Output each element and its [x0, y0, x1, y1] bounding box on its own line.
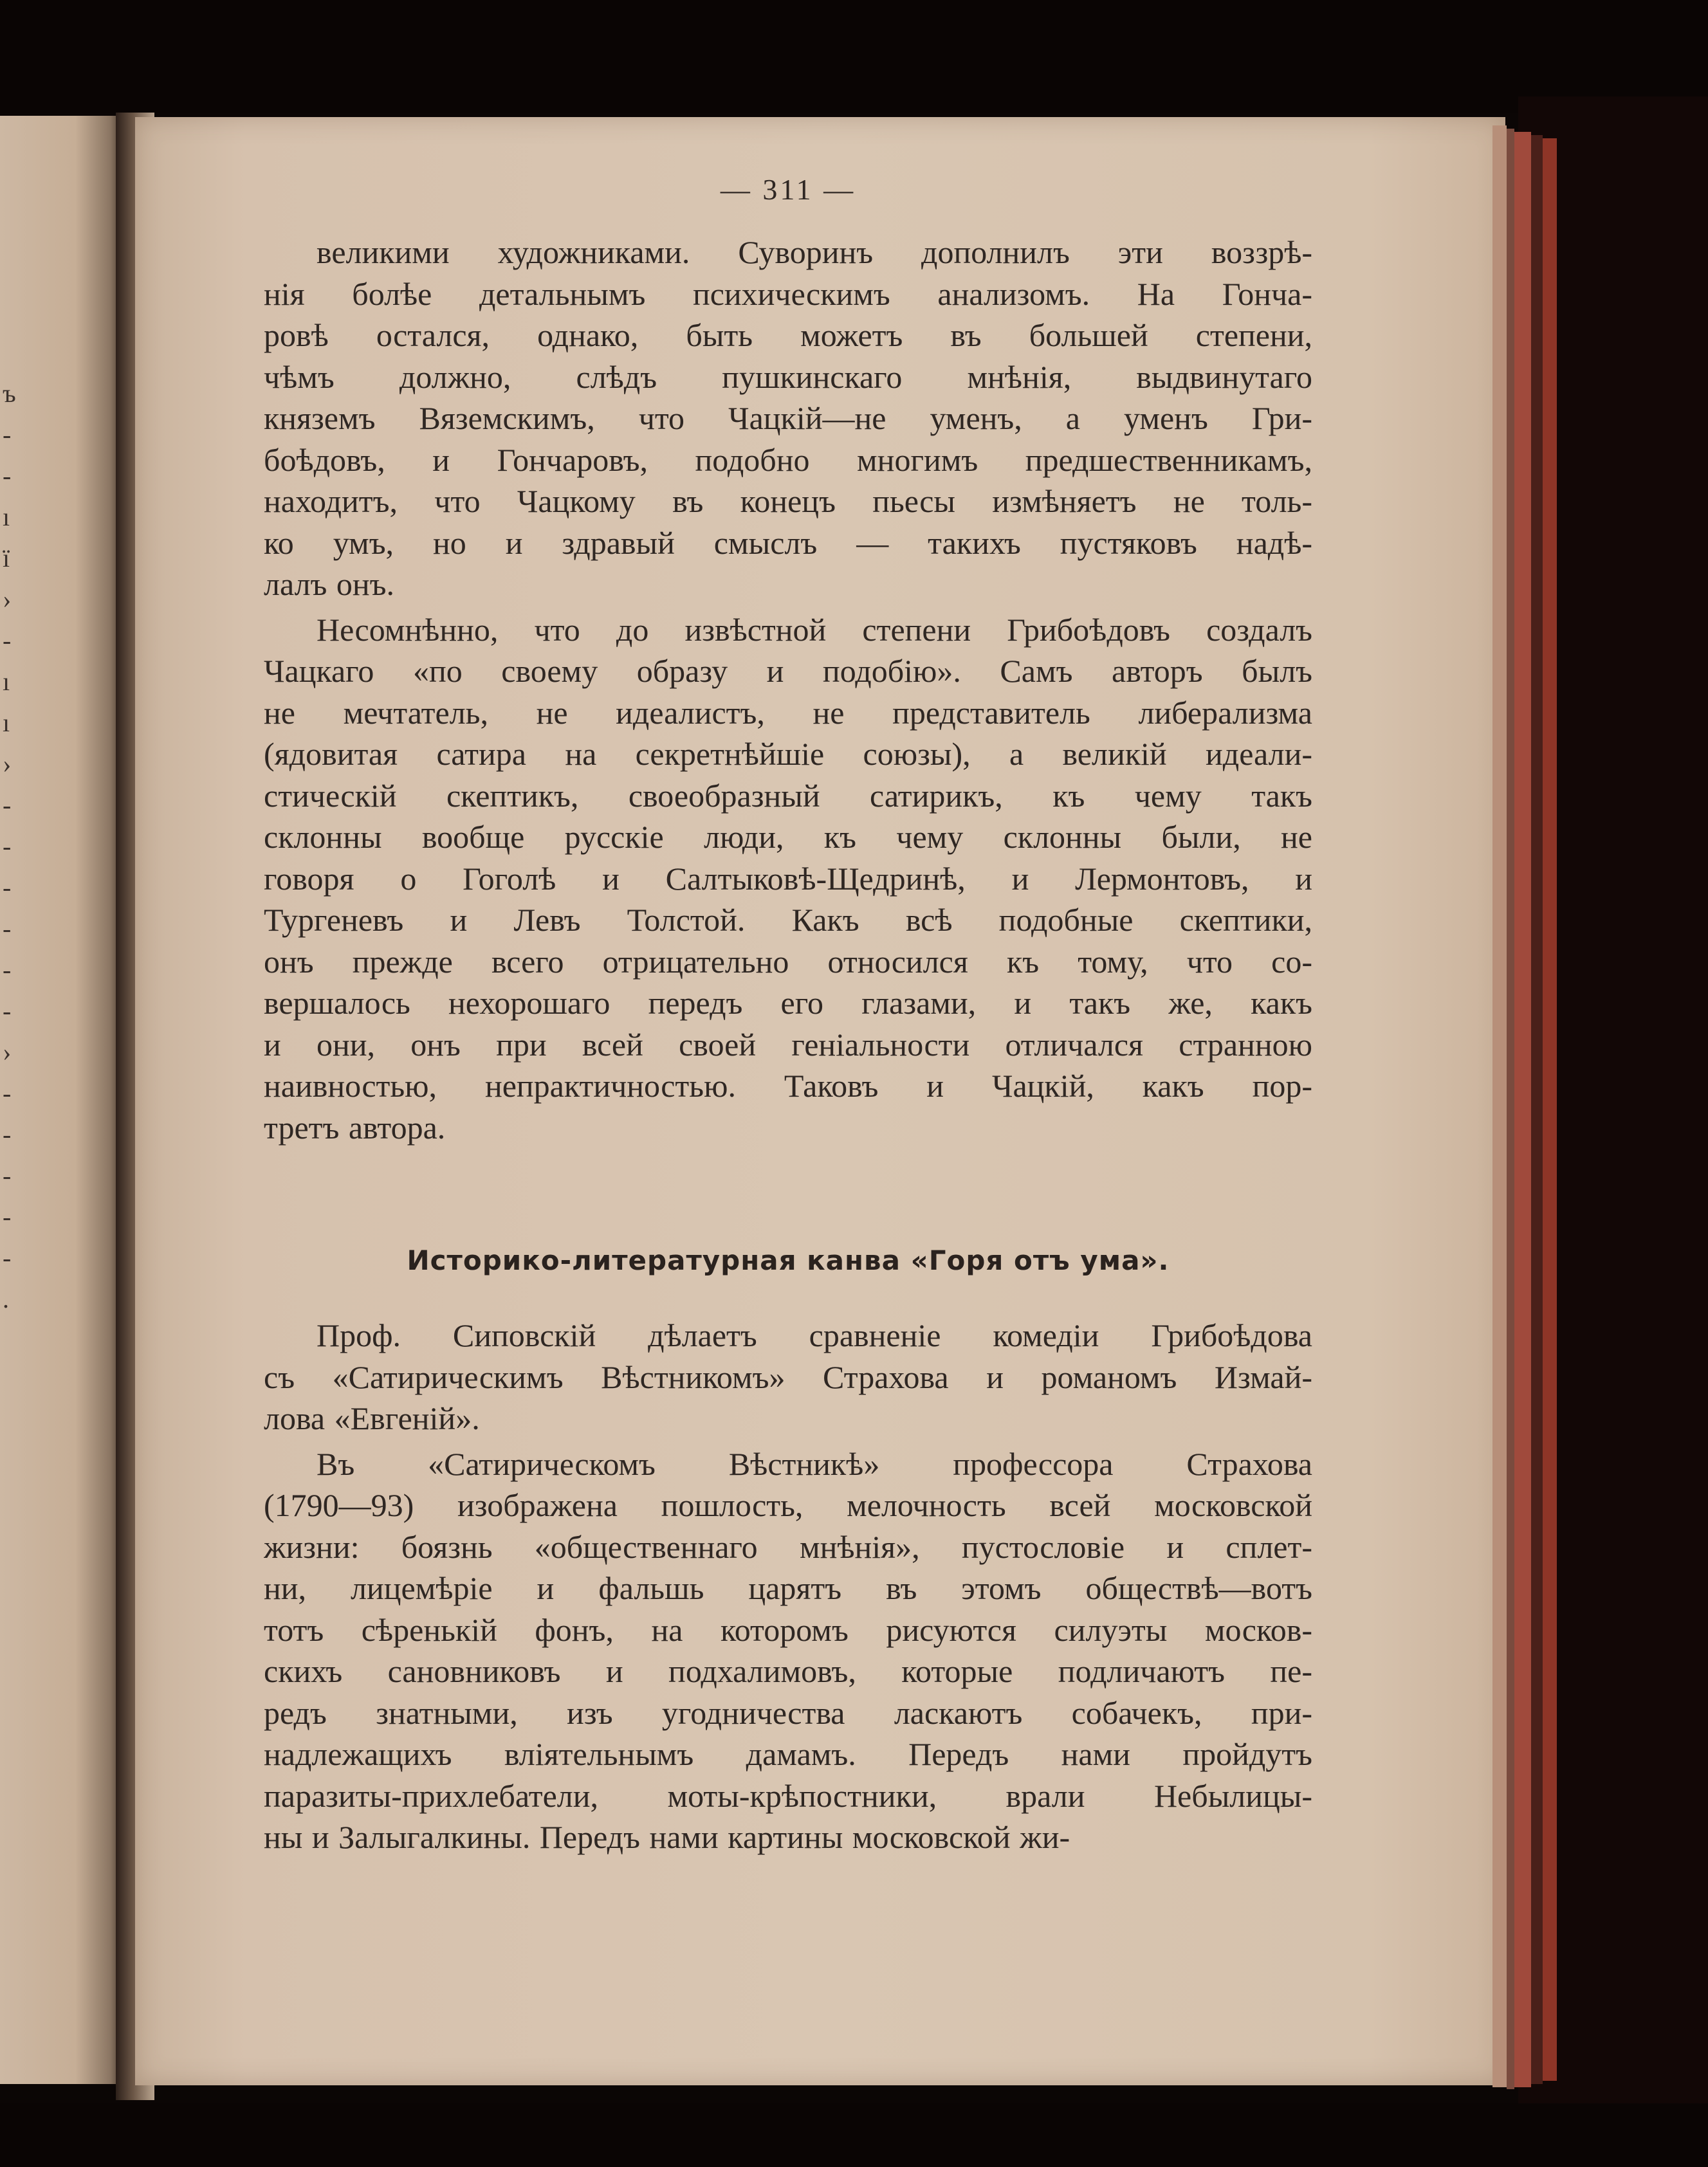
paragraph [264, 609, 1312, 1149]
text-line: лалъ онъ. [264, 566, 395, 602]
previous-page-line-end: - [3, 996, 12, 1025]
text-line: ровѣ остался, однако, быть можетъ въ большей степени, [264, 317, 1312, 353]
text-line: боѣдовъ, и Гончаровъ, подобно многимъ предшественникамъ, [264, 441, 1312, 478]
text-line: не мечтатель, не идеалистъ, не представитель либерализма [264, 694, 1312, 731]
previous-page-line-end: - [3, 1120, 12, 1149]
text-line: находитъ, что Чацкому въ конецъ пьесы измѣняетъ не толь- [264, 483, 1312, 519]
previous-page-line-end: - [3, 1161, 12, 1190]
previous-page-line-end: - [3, 955, 12, 984]
previous-page-line-end: - [3, 626, 12, 655]
text-line: нія болѣе детальнымъ психическимъ анализомъ. На Гонча- [264, 275, 1312, 312]
paragraph [264, 1443, 1312, 1858]
text-line: Несомнѣнно, что до извѣстной степени Грибоѣдовъ создалъ [317, 611, 1312, 648]
previous-page-line-end: - [3, 791, 12, 819]
previous-page-line-end: › [3, 1038, 12, 1066]
page-edge [1543, 138, 1557, 2081]
previous-page-line-end: › [3, 749, 12, 778]
previous-page-line-end: ї [3, 544, 10, 572]
page-text [264, 174, 1312, 1858]
previous-page-line-end: - [3, 873, 12, 902]
text-line: Тургеневъ и Левъ Толстой. Какъ всѣ подобные скептики, [264, 902, 1312, 938]
text-block-before-heading [264, 232, 1312, 1148]
text-line: стическій скептикъ, своеобразный сатирикъ, къ чему такъ [264, 777, 1312, 814]
previous-page-line-end: . [3, 1285, 9, 1313]
text-line: Въ «Сатирическомъ Вѣстникѣ» профессора Страхова [317, 1445, 1312, 1482]
text-line: онъ прежде всего отрицательно относился къ тому, что со- [264, 943, 1312, 980]
text-line: говоря о Гоголѣ и Салтыковѣ-Щедринѣ, и Лермонтовъ, и [264, 860, 1312, 897]
text-line: лова «Евгеній». [264, 1400, 480, 1436]
previous-page-line-ends [0, 373, 19, 1320]
previous-page-line-end: - [3, 1243, 12, 1272]
text-line: склонны вообще русскіе люди, къ чему склонны были, не [264, 819, 1312, 855]
text-line: скихъ сановниковъ и подхалимовъ, которые подличаютъ пе- [264, 1653, 1312, 1689]
page-edge [1507, 129, 1514, 2089]
text-line: съ «Сатирическимъ Вѣстникомъ» Страхова и романомъ Измай- [264, 1358, 1312, 1395]
previous-page-line-end: ı [3, 708, 10, 737]
page-edge [1492, 125, 1507, 2087]
previous-page-line-end: - [3, 1079, 12, 1108]
previous-page-line-end: - [3, 914, 12, 943]
paragraph [264, 1315, 1312, 1440]
text-line: ни, лицемѣріе и фальшь царятъ въ этомъ обществѣ—вотъ [264, 1570, 1312, 1606]
book-board-bottom [0, 2103, 1708, 2167]
text-line: наивностью, непрактичностью. Таковъ и Чацкій, какъ пор- [264, 1068, 1312, 1104]
text-line: великими художниками. Суворинъ дополнилъ эти воззрѣ- [317, 234, 1312, 270]
section-heading: Историко-литературная канва «Горя отъ ума». [407, 1245, 1170, 1276]
text-line: надлежащихъ вліятельнымъ дамамъ. Передъ нами пройдутъ [264, 1736, 1312, 1772]
previous-page-line-end: ı [3, 502, 10, 531]
text-line: Проф. Сиповскій дѣлаетъ сравненіе комедіи Грибоѣдова [317, 1317, 1312, 1353]
text-line: редъ знатными, изъ угодничества ласкаютъ собачекъ, при- [264, 1694, 1312, 1731]
previous-page-line-end: - [3, 1202, 12, 1231]
previous-page-line-end: - [3, 832, 12, 861]
text-line: жизни: боязнь «общественнаго мнѣнія», пустословіе и сплет- [264, 1528, 1312, 1565]
page-edge [1514, 132, 1531, 2087]
previous-page-line-end: ı [3, 667, 10, 696]
text-line: чѣмъ должно, слѣдъ пушкинскаго мнѣнія, выдвинутаго [264, 358, 1312, 395]
page-number: — 311 — [720, 173, 856, 206]
previous-page-edge [0, 116, 125, 2084]
previous-page-line-end: - [3, 461, 12, 490]
text-line: княземъ Вяземскимъ, что Чацкій—не уменъ, а уменъ Гри- [264, 400, 1312, 436]
text-line: паразиты-прихлебатели, моты-крѣпостники, врали Небылицы- [264, 1777, 1312, 1814]
text-line: Чацкаго «по своему образу и подобію». Самъ авторъ былъ [264, 653, 1312, 689]
text-block-after-heading [264, 1315, 1312, 1858]
page-edge [1531, 135, 1543, 2084]
text-line: и они, онъ при всей своей геніальности отличался странною [264, 1026, 1312, 1063]
book-board-top [0, 0, 1708, 113]
paragraph [264, 232, 1312, 605]
previous-page-line-end: › [3, 585, 12, 614]
text-line: тотъ сѣренькій фонъ, на которомъ рисуются силуэты москов- [264, 1611, 1312, 1648]
text-line: (ядовитая сатира на секретнѣйшіе союзы), а великій идеали- [264, 736, 1312, 772]
text-line: ны и Залыгалкины. Передъ нами картины московской жи- [264, 1819, 1070, 1855]
text-line: ко умъ, но и здравый смыслъ — такихъ пустяковъ надѣ- [264, 524, 1312, 561]
text-line: третъ автора. [264, 1109, 446, 1146]
text-line: (1790—93) изображена пошлость, мелочность всей московской [264, 1487, 1312, 1523]
previous-page-line-end: - [3, 420, 12, 449]
text-line: вершалось нехорошаго передъ его глазами, и такъ же, какъ [264, 985, 1312, 1021]
previous-page-line-end: ъ [3, 379, 16, 408]
